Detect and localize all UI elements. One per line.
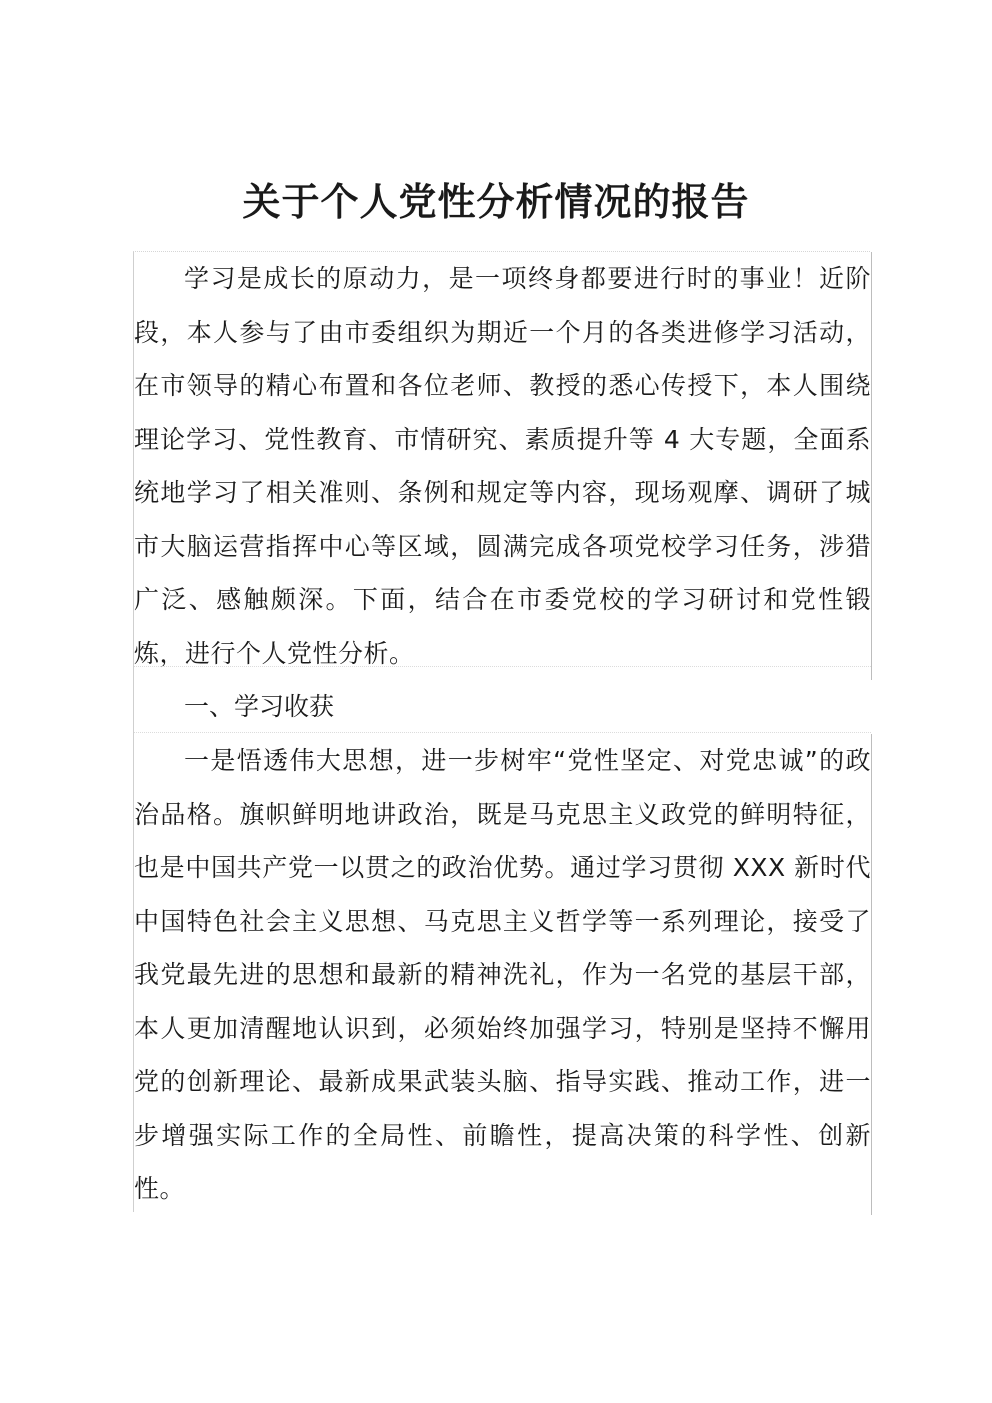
intro-paragraph: 学习是成长的原动力，是一项终身都要进行时的事业！近阶段，本人参与了由市委组织为期近一个月的各类进修学习活动，在市领导的精心布置和各位老师、教授的悉心传授下，本人围绕理论学习、党性教育、市情研究、素质提升等 4 大专题，全面系统地学习了相关准则、条例和规定等内容，现场观摩、调研了城市大脑运营指挥中心等区域，圆满完成各项党校学习任务，涉猎广泛、感触颇深。下面，结合在市委党校的学习研讨和党性锻炼，进行个人党性分析。 [134,252,872,680]
paragraph-divider [134,666,871,667]
section-heading: 一、学习收获 [184,692,335,721]
document-body [133,252,871,1212]
document-title: 关于个人党性分析情况的报告 [242,180,750,224]
heading-divider [134,732,871,733]
body-paragraph: 一是悟透伟大思想，进一步树牢“党性坚定、对党忠诚”的政治品格。旗帜鲜明地讲政治，既是马克思主义政党的鲜明特征，也是中国共产党一以贯之的政治优势。通过学习贯彻 XXX 新时代中国特色社会主义思想、马克思主义哲学等一系列理论，接受了我党最先进的思想和最新的精神洗礼，作为一名党的基层干部，本人更加清醒地认识到，必须始终加强学习，特别是坚持不懈用党的创新理论、最新成果武装头脑、指导实践、推动工作，进一步增强实际工作的全局性、前瞻性，提高决策的科学性、创新性。 [134,734,872,1215]
